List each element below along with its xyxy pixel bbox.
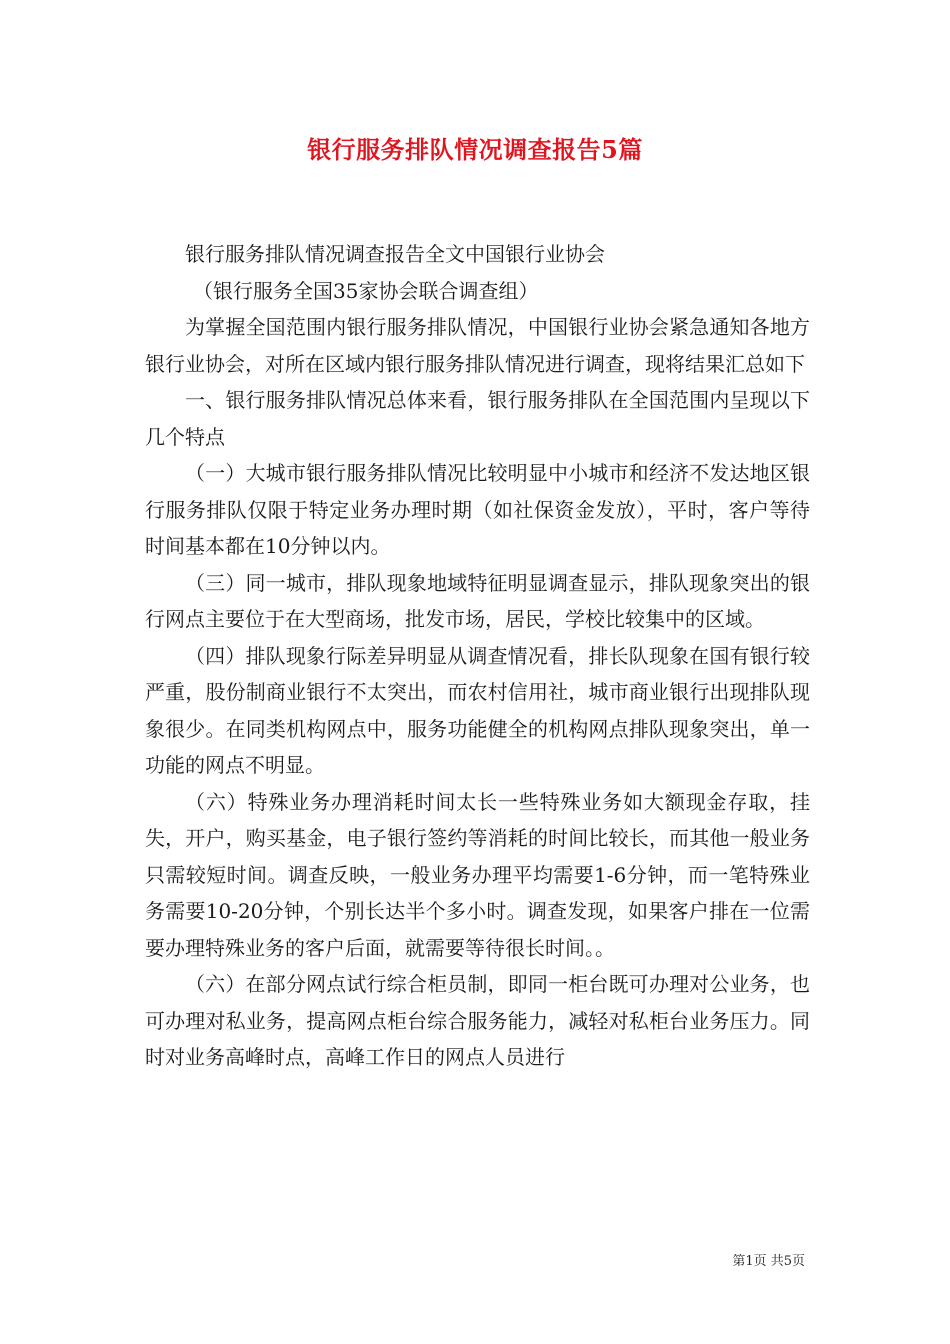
paragraph-intro: 银行服务排队情况调查报告全文中国银行业协会	[185, 242, 605, 266]
document-body	[145, 236, 810, 1076]
paragraph-item-6a: （六）特殊业务办理消耗时间太长一些特殊业务如大额现金存取，挂失，开户，购买基金，电子银行签约等消耗的时间比较长，而其他一般业务只需较短时间。调查反映，一般业务办理平均需要1-6分钟，而一笔特殊业务需要10-20分钟，个别长达半个多小时。调查发现，如果客户排在一位需要办理特殊业务的客户后面，就需要等待很长时间。。	[145, 789, 810, 960]
paragraph-item-4: （四）排队现象行际差异明显从调查情况看，排长队现象在国有银行较严重，股份制商业银行不太突出，而农村信用社，城市商业银行出现排队现象很少。在同类机构网点中，服务功能健全的机构网点排队现象突出，单一功能的网点不明显。	[145, 643, 810, 777]
paragraph-purpose: 为掌握全国范围内银行服务排队情况，中国银行业协会紧急通知各地方银行业协会，对所在区域内银行服务排队情况进行调查，现将结果汇总如下	[145, 315, 810, 376]
paragraph-section-1: 一、银行服务排队情况总体来看，银行服务排队在全国范围内呈现以下几个特点	[145, 388, 810, 449]
paragraph-item-3: （三）同一城市，排队现象地域特征明显调查显示，排队现象突出的银行网点主要位于在大型商场，批发市场，居民，学校比较集中的区域。	[145, 570, 810, 631]
paragraph-item-6b: （六）在部分网点试行综合柜员制，即同一柜台既可办理对公业务，也可办理对私业务，提高网点柜台综合服务能力，减轻对私柜台业务压力。同时对业务高峰时点，高峰工作日的网点人员进行	[145, 972, 810, 1069]
paragraph-group-name: （银行服务全国35家协会联合调查组）	[193, 278, 539, 303]
paragraph-item-1: （一）大城市银行服务排队情况比较明显中小城市和经济不发达地区银行服务排队仅限于特定业务办理时期（如社保资金发放），平时，客户等待时间基本都在10分钟以内。	[145, 461, 810, 558]
page-number: 第1页 共5页	[732, 1254, 805, 1269]
document-title: 银行服务排队情况调查报告5篇	[307, 135, 643, 164]
